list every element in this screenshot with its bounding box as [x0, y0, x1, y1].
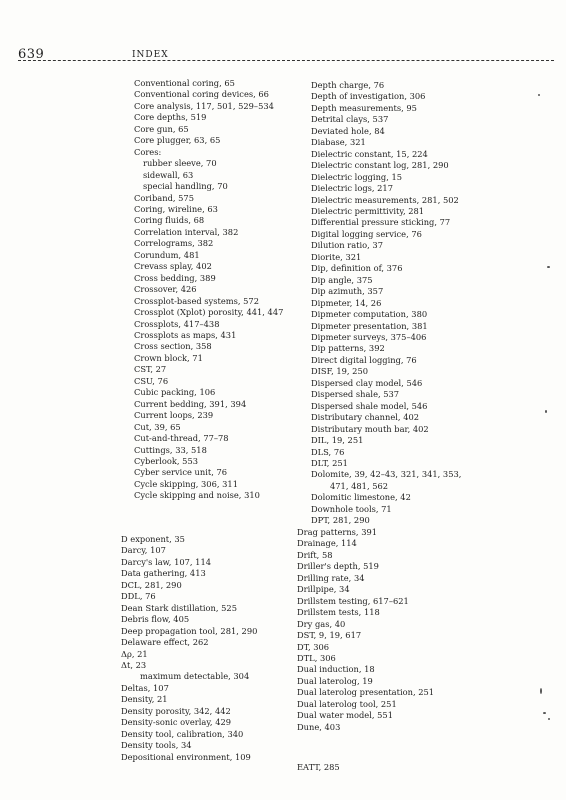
index-entry: maximum detectable, 304	[140, 671, 250, 682]
index-entry: Cyberlook, 553	[134, 455, 199, 466]
index-entry: 471, 481, 562	[330, 480, 389, 491]
index-entry: Crossplot-based systems, 572	[134, 295, 259, 306]
index-entry: DIL, 19, 251	[311, 435, 364, 446]
index-entry: DCL, 281, 290	[121, 579, 182, 590]
scan-speck	[540, 688, 542, 694]
index-entry: Dispersed shale model, 546	[311, 400, 428, 411]
index-entry: Delaware effect, 262	[121, 637, 209, 648]
index-entry: Deltas, 107	[121, 682, 169, 693]
index-entry: Dipmeter surveys, 375–406	[311, 331, 427, 342]
index-entry: Cut, 39, 65	[134, 421, 181, 432]
index-entry: CSU, 76	[134, 375, 169, 386]
index-entry: DLT, 251	[311, 457, 348, 468]
index-entry: Drift, 58	[297, 549, 333, 560]
index-entry: Dielectric logging, 15	[311, 171, 403, 182]
index-entry: Dual induction, 18	[297, 664, 375, 675]
index-entry: Dipmeter presentation, 381	[311, 320, 428, 331]
index-entry: Density tools, 34	[121, 740, 192, 751]
index-entry: Cubic packing, 106	[134, 387, 216, 398]
index-entry: Diabase, 321	[311, 137, 366, 148]
page-number: 639	[18, 47, 45, 62]
index-entry: Conventional coring devices, 66	[134, 89, 269, 100]
index-entry: Downhole tools, 71	[311, 503, 392, 514]
index-entry: CST, 27	[134, 364, 167, 375]
index-entry: Dolomitic limestone, 42	[311, 492, 411, 503]
index-entry: Drillstem tests, 118	[297, 607, 380, 618]
index-entry: Debris flow, 405	[121, 614, 190, 625]
index-entry: Dual laterolog tool, 251	[297, 698, 397, 709]
index-entry: Cuttings, 33, 518	[134, 444, 207, 455]
index-column-right-top	[311, 80, 461, 527]
index-entry: Dielectric logs, 217	[311, 183, 393, 194]
index-entry: Δρ, 21	[121, 648, 148, 659]
index-entry: Cores:	[134, 146, 162, 157]
index-entry: Dip angle, 375	[311, 274, 373, 285]
index-entry: Crevass splay, 402	[134, 261, 212, 272]
scan-speck	[543, 712, 546, 714]
index-entry: Core analysis, 117, 501, 529–534	[134, 100, 274, 111]
index-entry: Coriband, 575	[134, 192, 194, 203]
scan-speck	[547, 266, 550, 268]
index-entry: Diorite, 321	[311, 251, 362, 262]
index-entry: DLS, 76	[311, 446, 345, 457]
index-entry: Current bedding, 391, 394	[134, 398, 247, 409]
index-entry: Cyber service unit, 76	[134, 467, 228, 478]
index-entry: Dip patterns, 392	[311, 343, 385, 354]
scan-speck	[538, 94, 540, 96]
index-entry: Dolomite, 39, 42–43, 321, 341, 353,	[311, 469, 462, 480]
index-entry: Crossplot (Xplot) porosity, 441, 447	[134, 307, 284, 318]
index-entry: DTL, 306	[297, 652, 336, 663]
index-entry: Dipmeter computation, 380	[311, 309, 428, 320]
index-entry: Core depths, 519	[134, 112, 207, 123]
index-entry: DISF, 19, 250	[311, 366, 369, 377]
index-entry: Cross bedding, 389	[134, 272, 216, 283]
index-entry: rubber sleeve, 70	[143, 158, 217, 169]
index-entry-footer: EATT, 285	[297, 762, 340, 772]
index-entry: DDL, 76	[121, 591, 156, 602]
index-entry: Density tool, calibration, 340	[121, 728, 244, 739]
index-entry: Dip azimuth, 357	[311, 286, 384, 297]
index-entry: Cycle skipping and noise, 310	[134, 490, 260, 501]
index-column-left-bottom	[121, 534, 257, 763]
index-entry: Dielectric measurements, 281, 502	[311, 194, 459, 205]
index-entry: Darcy's law, 107, 114	[121, 556, 212, 567]
index-entry: Density, 21	[121, 694, 168, 705]
index-entry: Current loops, 239	[134, 410, 214, 421]
index-entry: Depth of investigation, 306	[311, 91, 426, 102]
index-entry: Correlation interval, 382	[134, 226, 239, 237]
index-entry: DST, 9, 19, 617	[297, 630, 362, 641]
index-entry: Drillpipe, 34	[297, 584, 350, 595]
index-entry: Drag patterns, 391	[297, 527, 378, 537]
index-entry: Cut-and-thread, 77–78	[134, 433, 229, 444]
index-entry: Dielectric constant log, 281, 290	[311, 160, 449, 171]
index-entry: D exponent, 35	[121, 534, 185, 544]
index-entry: Depositional environment, 109	[121, 751, 251, 762]
index-entry: Crown block, 71	[134, 352, 203, 363]
index-entry: Crossplots as maps, 431	[134, 329, 237, 340]
index-entry: Distributary channel, 402	[311, 412, 420, 423]
index-entry: Crossover, 426	[134, 284, 197, 295]
index-entry: Dilution ratio, 37	[311, 240, 383, 251]
index-entry: Differential pressure sticking, 77	[311, 217, 451, 228]
index-entry: Dielectric constant, 15, 224	[311, 148, 428, 159]
index-entry: Dean Stark distillation, 525	[121, 602, 237, 613]
index-entry: Dispersed shale, 537	[311, 389, 400, 400]
index-entry: Δt, 23	[121, 659, 147, 670]
scan-speck	[548, 718, 550, 720]
index-entry: Dual laterolog, 19	[297, 675, 373, 686]
running-head: INDEX	[132, 50, 169, 60]
index-entry: Drilling rate, 34	[297, 572, 365, 583]
index-entry: DPT, 281, 290	[311, 515, 370, 526]
index-entry: Dual water model, 551	[297, 710, 393, 721]
index-entry: Cross section, 358	[134, 341, 212, 352]
index-entry: Conventional coring, 65	[134, 78, 235, 88]
index-entry: DT, 306	[297, 641, 330, 652]
index-entry: Darcy, 107	[121, 545, 166, 556]
index-entry: Depth charge, 76	[311, 80, 385, 90]
index-entry: Core plugger, 63, 65	[134, 135, 221, 146]
index-entry: Dipmeter, 14, 26	[311, 297, 382, 308]
index-entry: Deviated hole, 84	[311, 125, 385, 136]
index-entry: Depth measurements, 95	[311, 102, 417, 113]
index-entry: Density-sonic overlay, 429	[121, 717, 232, 728]
header-rule	[18, 60, 554, 61]
index-entry: Coring, wireline, 63	[134, 203, 218, 214]
index-entry: Coring fluids, 68	[134, 215, 205, 226]
index-entry: Correlograms, 382	[134, 238, 214, 249]
index-entry: Digital logging service, 76	[311, 228, 422, 239]
index-entry: Dielectric permittivity, 281	[311, 205, 425, 216]
index-entry: Data gathering, 413	[121, 568, 206, 579]
index-entry: Direct digital logging, 76	[311, 354, 417, 365]
index-entry: special handling, 70	[143, 181, 228, 192]
index-entry: Corundum, 481	[134, 249, 200, 260]
index-entry: Density porosity, 342, 442	[121, 705, 231, 716]
index-entry: sidewall, 63	[143, 169, 194, 180]
index-entry: Detrital clays, 537	[311, 114, 389, 125]
index-entry: Drainage, 114	[297, 538, 357, 549]
index-entry: Dune, 403	[297, 721, 341, 732]
index-entry: Drillstem testing, 617–621	[297, 595, 409, 606]
index-column-left-top	[134, 78, 283, 502]
index-entry: Dry gas, 40	[297, 618, 346, 629]
index-entry: Driller's depth, 519	[297, 561, 379, 572]
index-entry: Dual laterolog presentation, 251	[297, 687, 435, 698]
index-entry: Dip, definition of, 376	[311, 263, 403, 274]
index-entry: Cycle skipping, 306, 311	[134, 478, 238, 489]
index-column-right-bottom	[297, 527, 434, 733]
index-entry: Core gun, 65	[134, 123, 189, 134]
scan-speck	[545, 410, 547, 413]
index-entry: Crossplots, 417–438	[134, 318, 220, 329]
index-entry: Distributary mouth bar, 402	[311, 423, 429, 434]
index-entry: Deep propagation tool, 281, 290	[121, 625, 258, 636]
index-entry: Dispersed clay model, 546	[311, 377, 423, 388]
